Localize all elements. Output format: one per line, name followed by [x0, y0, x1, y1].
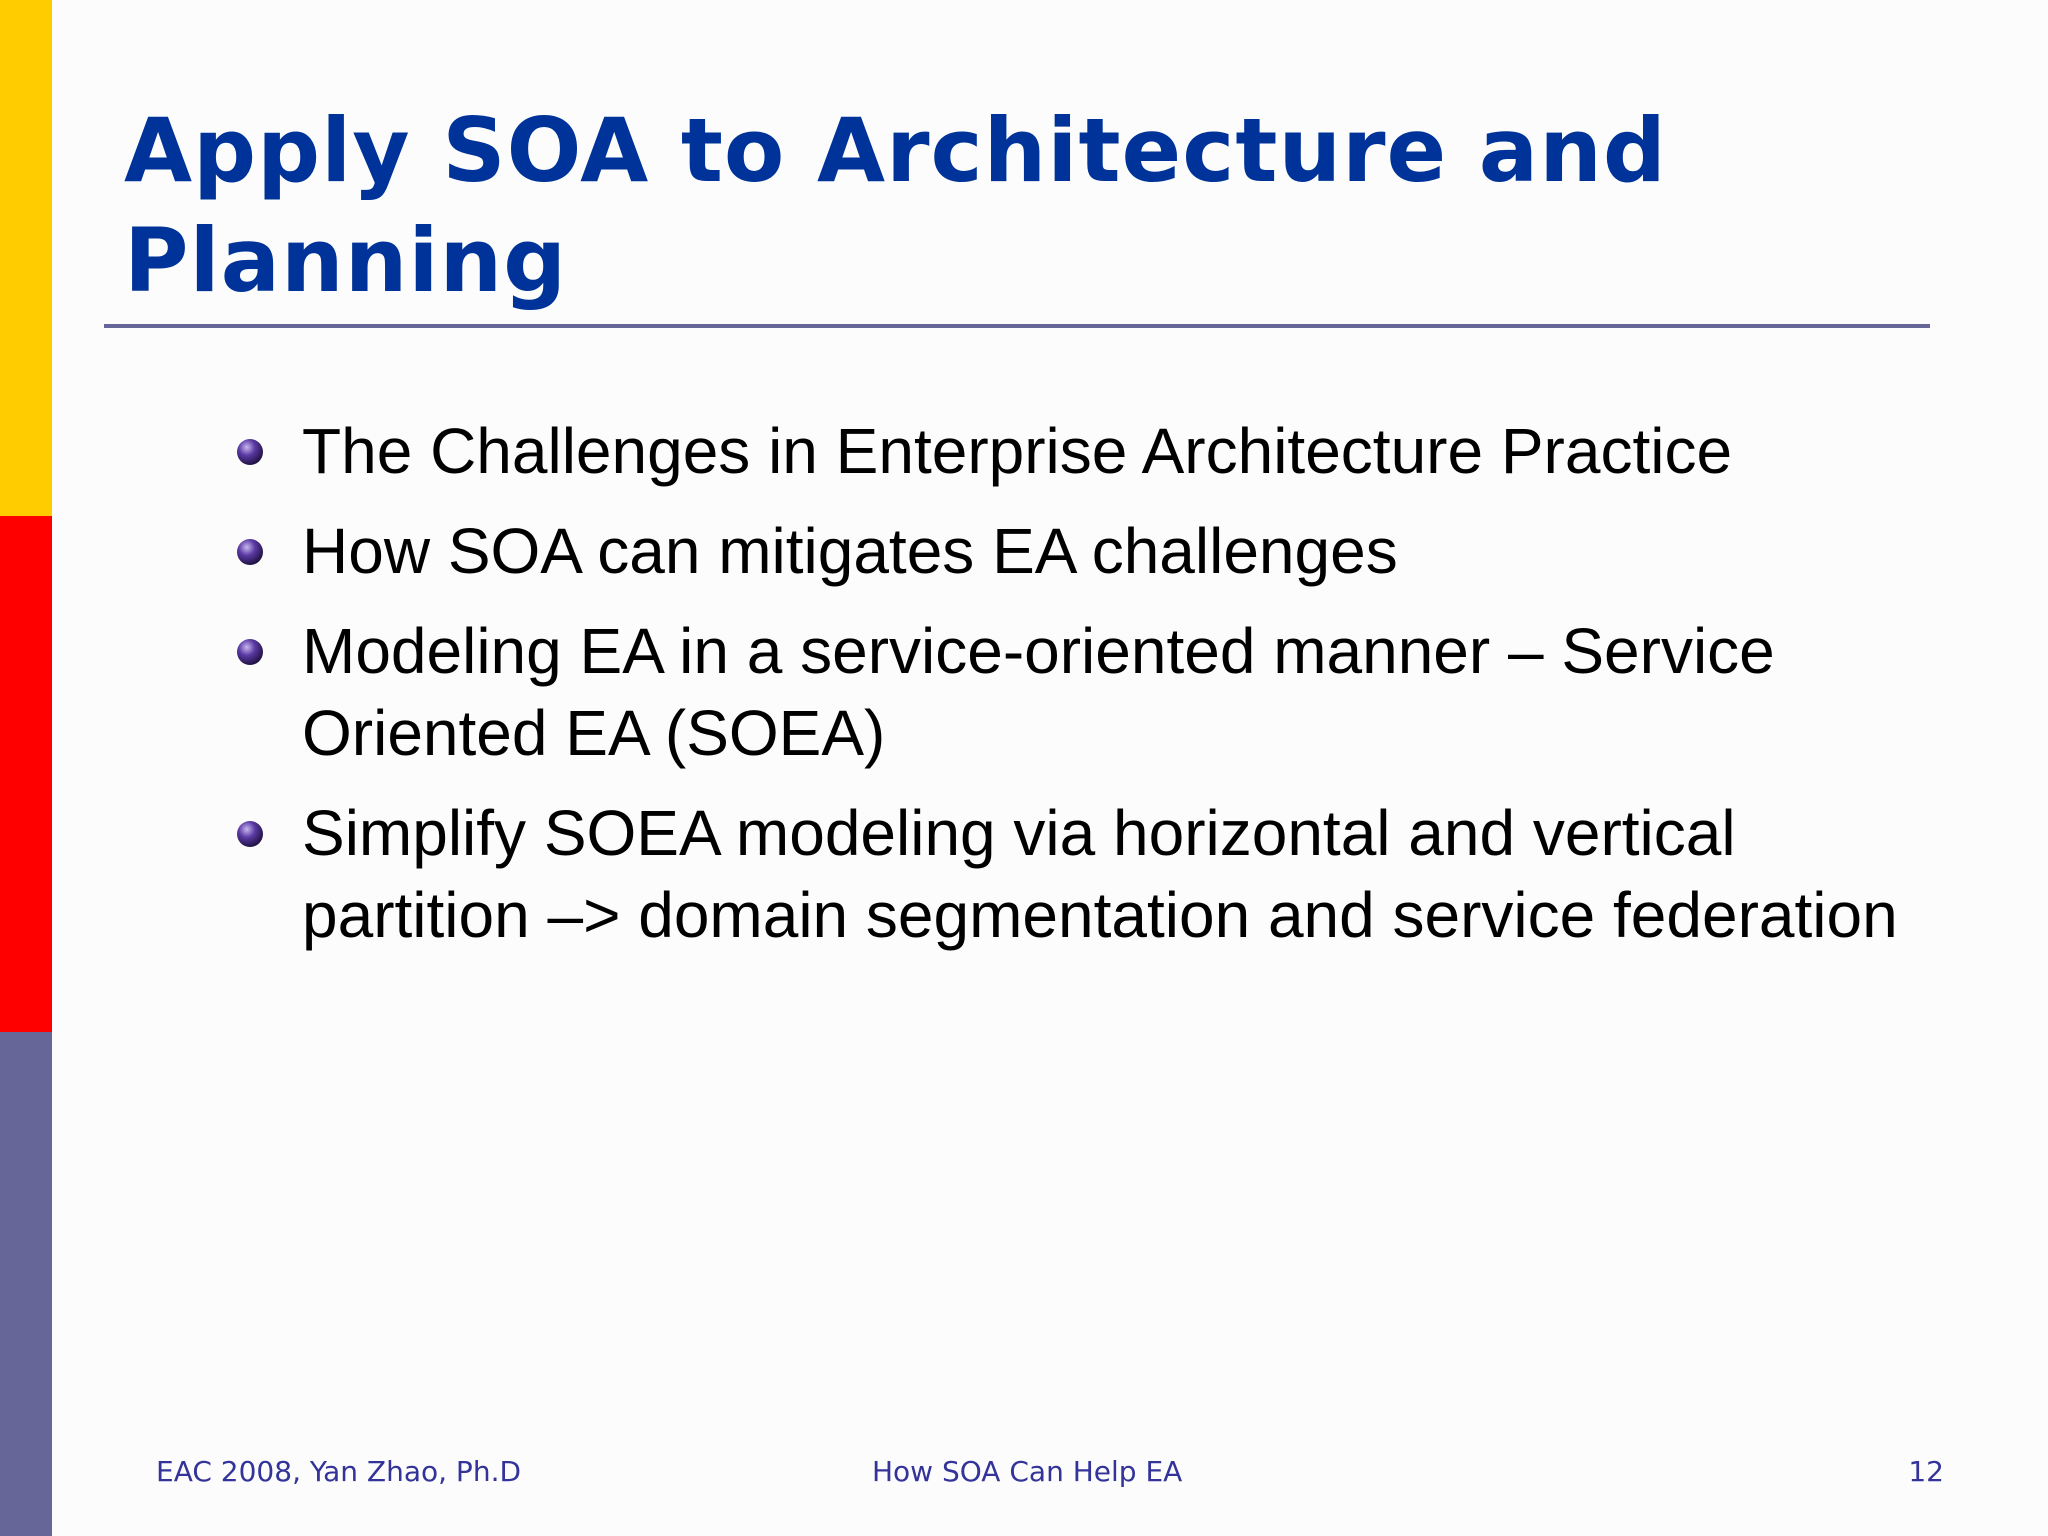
- color-bar-blue-segment: [0, 1032, 52, 1536]
- bullet-text: How SOA can mitigates EA challenges: [302, 515, 1398, 587]
- bullet-item: [232, 610, 1952, 774]
- left-color-bar: [0, 0, 52, 1536]
- title-divider: [104, 324, 1930, 328]
- bullet-list: [232, 410, 1952, 974]
- footer-author: EAC 2008, Yan Zhao, Ph.D: [156, 1455, 522, 1488]
- bullet-item: [232, 792, 1952, 956]
- page-number: 12: [1908, 1455, 1944, 1488]
- sphere-bullet-icon: [235, 437, 265, 467]
- footer-title: How SOA Can Help EA: [872, 1455, 1183, 1488]
- sphere-bullet-icon: [235, 819, 265, 849]
- bullet-item: [232, 410, 1952, 492]
- bullet-text: Simplify SOEA modeling via horizontal and vertical partition –> domain segmentation and service federation: [302, 797, 1898, 951]
- color-bar-yellow-segment: [0, 0, 52, 516]
- sphere-bullet-icon: [235, 537, 265, 567]
- slide-title: Apply SOA to Architecture and Planning: [124, 99, 1667, 312]
- bullet-item: [232, 510, 1952, 592]
- bullet-text: The Challenges in Enterprise Architecture Practice: [302, 415, 1733, 487]
- bullet-text: Modeling EA in a service-oriented manner – Service Oriented EA (SOEA): [302, 615, 1775, 769]
- sphere-bullet-icon: [235, 637, 265, 667]
- color-bar-red-segment: [0, 516, 52, 1032]
